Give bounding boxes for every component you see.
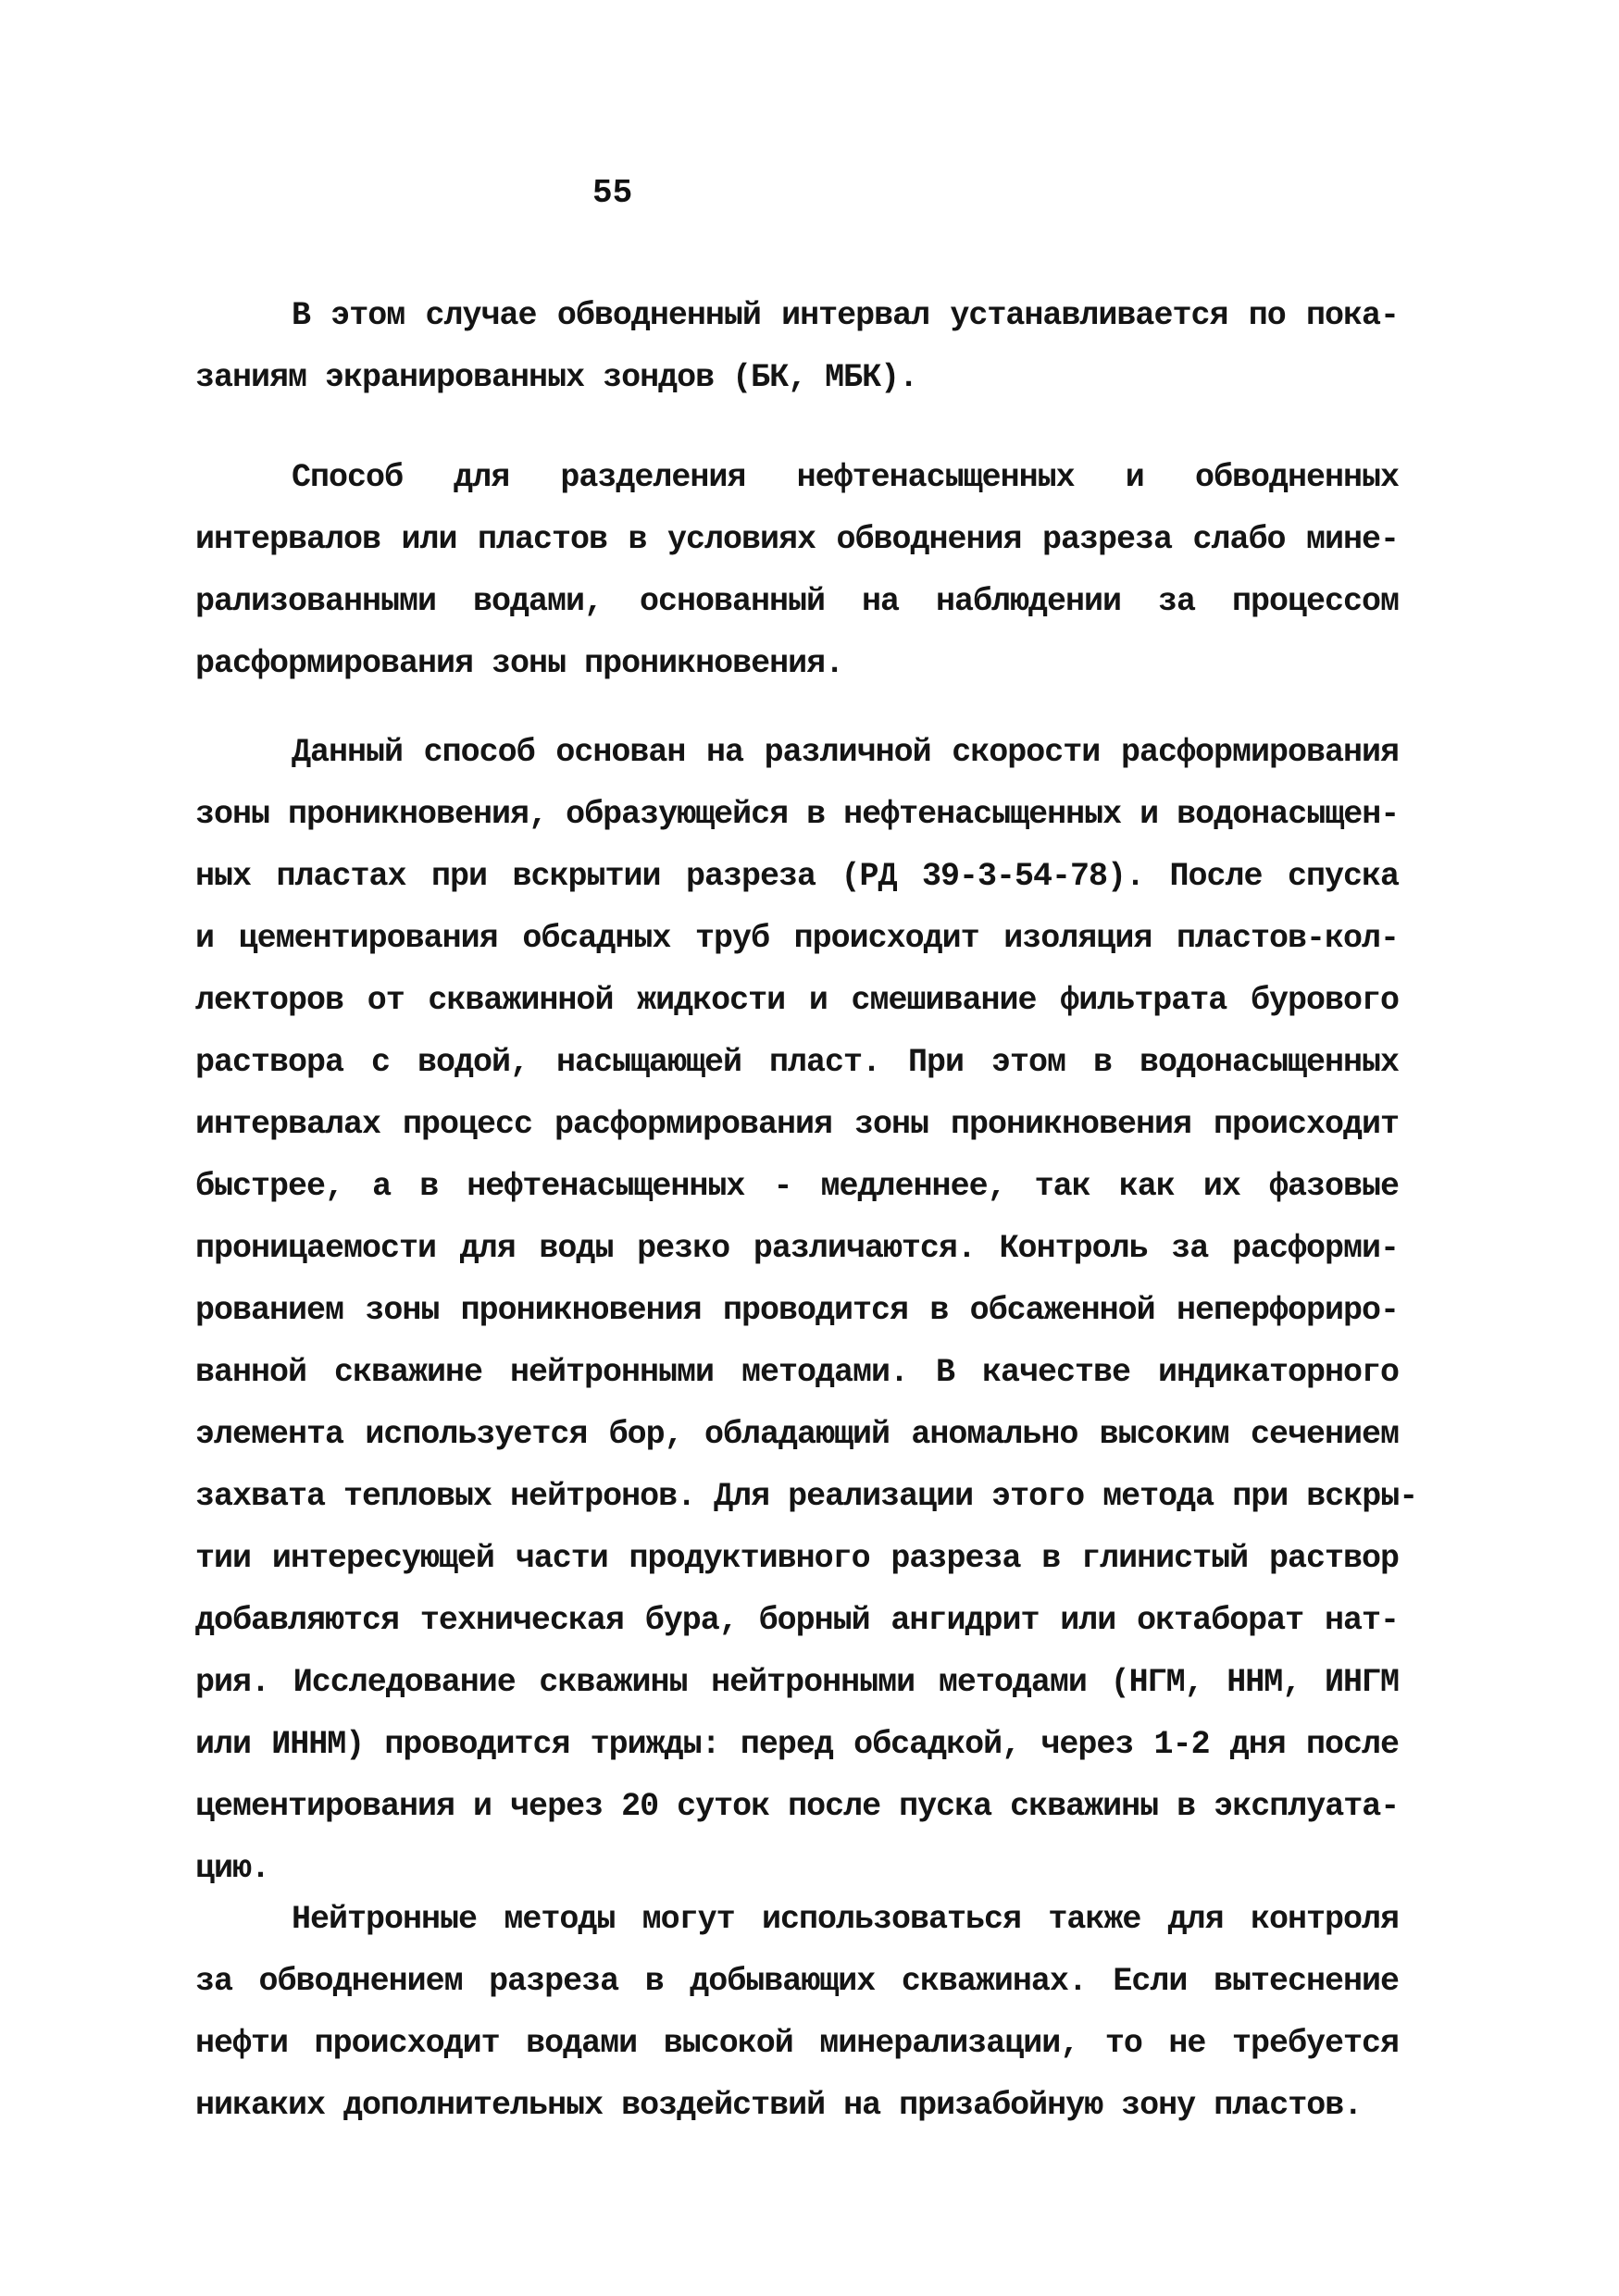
text-line: добавляются техническая бура, борный ангидрит или октаборат нат- xyxy=(195,1602,1399,1639)
text-line: за обводнением разреза в добывающих скважинах. Если вытеснение xyxy=(195,1963,1399,2000)
text-line: расформирования зоны проникновения. xyxy=(195,645,844,682)
paragraph-4 xyxy=(195,1889,1399,2137)
text-line: заниям экранированных зондов (БК, МБК). xyxy=(195,359,918,396)
text-line: зоны проникновения, образующейся в нефтенасыщенных и водонасыщен- xyxy=(195,796,1400,833)
text-line: проницаемости для воды резко различаются. Контроль за расформи- xyxy=(195,1230,1399,1267)
text-line: интервалов или пластов в условиях обводнения разреза слабо мине- xyxy=(195,521,1399,558)
text-line: или ИННМ) проводится трижды: перед обсадкой, через 1-2 дня после xyxy=(195,1726,1399,1763)
text-line: быстрее, а в нефтенасыщенных - медленнее, так как их фазовые xyxy=(195,1168,1399,1205)
text-line: захвата тепловых нейтронов. Для реализации этого метода при вскры- xyxy=(195,1478,1418,1515)
text-line: цию. xyxy=(195,1850,270,1887)
page-number: 55 xyxy=(592,174,633,212)
text-line: и цементирования обсадных труб происходит изоляция пластов-кол- xyxy=(195,920,1399,957)
paragraph-1 xyxy=(195,285,1399,409)
text-line: интервалах процесс расформирования зоны проникновения происходит xyxy=(195,1106,1399,1143)
text-line: рия. Исследование скважины нейтронными методами (НГМ, ННМ, ИНГМ xyxy=(195,1664,1399,1701)
text-line: Нейтронные методы могут использоваться также для контроля xyxy=(292,1901,1399,1938)
paragraph-3 xyxy=(195,722,1418,1900)
text-line: нефти происходит водами высокой минерализации, то не требуется xyxy=(195,2025,1399,2062)
text-line: тии интересующей части продуктивного разреза в глинистый раствор xyxy=(195,1540,1399,1577)
text-line: цементирования и через 20 суток после пуска скважины в эксплуата- xyxy=(195,1788,1400,1825)
text-line: лекторов от скважинной жидкости и смешивание фильтрата бурового xyxy=(195,982,1399,1019)
text-line: ных пластах при вскрытии разреза (РД 39-3-54-78). После спуска xyxy=(195,858,1399,895)
text-line: В этом случае обводненный интервал устанавливается по пока- xyxy=(292,297,1399,334)
text-line: рализованными водами, основанный на наблюдении за процессом xyxy=(195,583,1399,620)
text-line: рованием зоны проникновения проводится в обсаженной неперфориро- xyxy=(195,1292,1399,1329)
text-line: Способ для разделения нефтенасыщенных и обводненных xyxy=(292,459,1399,496)
text-line: элемента используется бор, обладающий аномально высоким сечением xyxy=(195,1416,1399,1453)
paragraph-2 xyxy=(195,447,1399,695)
text-line: Данный способ основан на различной скорости расформирования xyxy=(292,734,1399,771)
text-line: ванной скважине нейтронными методами. В качестве индикаторного xyxy=(195,1354,1399,1391)
text-line: раствора с водой, насыщающей пласт. При этом в водонасыщенных xyxy=(195,1044,1399,1081)
text-line: никаких дополнительных воздействий на призабойную зону пластов. xyxy=(195,2087,1363,2124)
